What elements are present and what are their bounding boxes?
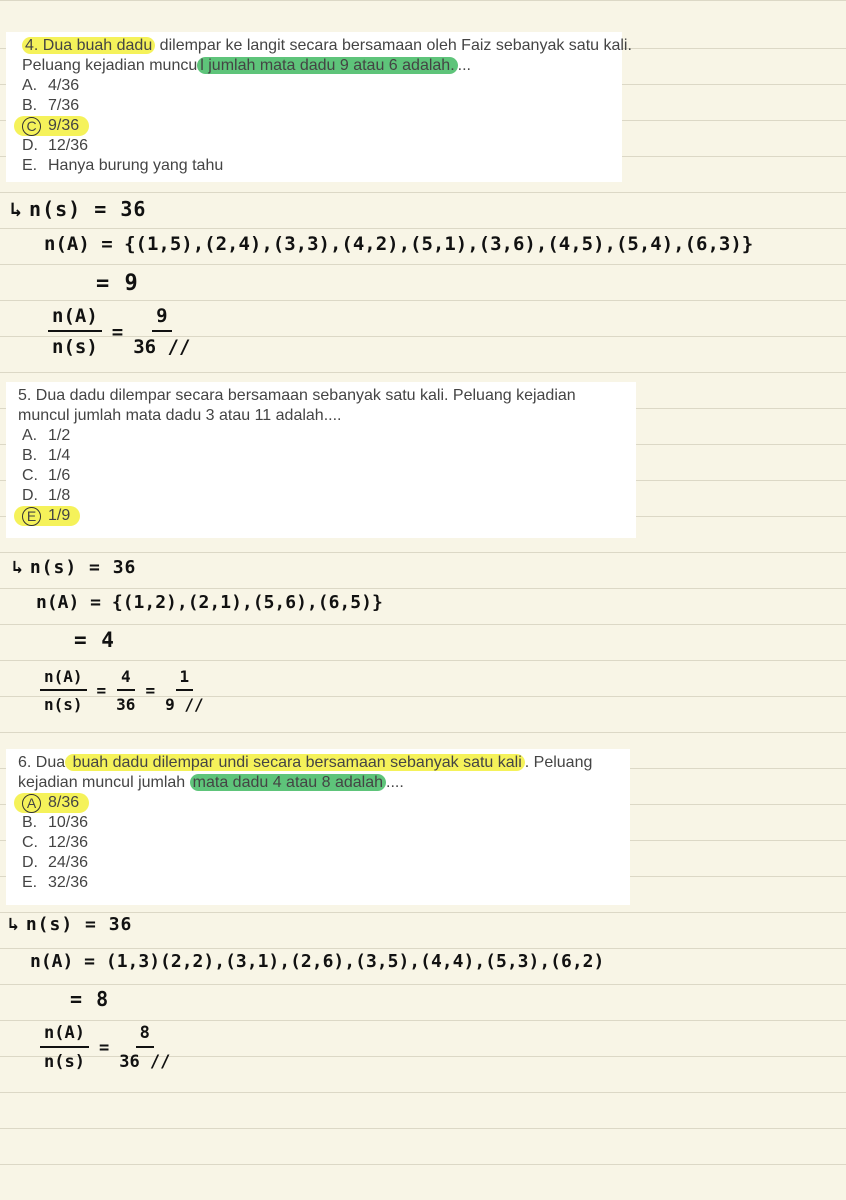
question-6-box — [6, 749, 630, 905]
option-d: D. 1/8 — [22, 487, 71, 504]
work-5-count: = 4 — [74, 628, 115, 652]
option-b: B. 7/36 — [22, 97, 80, 114]
highlight-green: l jumlah mata dadu 9 atau 6 adalah. — [197, 57, 457, 74]
arrow-icon: ↳ — [8, 914, 20, 935]
work-5-sample-space: ↳ n(s) = 36 — [12, 557, 137, 578]
highlight-yellow: buah dadu dilempar undi secara bersamaan sebanyak satu kali — [65, 754, 525, 771]
question-4-line2: Peluang kejadian muncu l jumlah mata dadu 9 atau 6 adalah. ... — [22, 57, 471, 74]
option-e: E. 32/36 — [22, 874, 89, 891]
circled-answer-mark: C — [22, 117, 41, 136]
highlight-green: mata dadu 4 atau 8 adalah — [190, 774, 386, 791]
question-5-line2: muncul jumlah mata dadu 3 atau 11 adalah.... — [18, 407, 342, 424]
work-5-fraction: $\frac{n(A)}{n(s)}$ = $\frac{4}{36}$ = $\frac{1}{9 //}$ — [40, 667, 204, 714]
work-4-count: = 9 — [96, 271, 139, 296]
work-4-sample-space: ↳ n(s) = 36 — [10, 197, 147, 221]
question-4-line1: 4. Dua buah dadu dilempar ke langit secara bersamaan oleh Faiz sebanyak satu kali. — [22, 36, 622, 56]
option-a-selected: A 8/36 — [14, 793, 89, 813]
highlight-yellow: 4. Dua buah dadu — [22, 37, 155, 54]
work-4-fraction: $\frac{n(A)}{n(s)}$ = $\frac{9}{36 //}$ — [48, 305, 190, 358]
work-6-fraction: $\frac{n(A)}{n(s)}$ = $\frac{8}{36 //}$ — [40, 1023, 170, 1072]
circled-answer-mark: E — [22, 507, 41, 526]
question-6-line1: 6. Dua buah dadu dilempar undi secara bersamaan sebanyak satu kali . Peluang — [18, 754, 593, 771]
work-6-event-set: n(A) = (1,3)(2,2),(3,1),(2,6),(3,5),(4,4),(5,3),(6,2) — [30, 951, 605, 972]
option-e: E. Hanya burung yang tahu — [22, 157, 224, 174]
work-6-sample-space: ↳ n(s) = 36 — [8, 914, 133, 935]
option-a: A. 1/2 — [22, 427, 71, 444]
work-6-count: = 8 — [70, 987, 110, 1011]
option-a: A. 4/36 — [22, 77, 80, 94]
option-d: D. 12/36 — [22, 137, 89, 154]
circled-answer-mark: A — [22, 794, 41, 813]
question-5-box — [6, 382, 636, 538]
option-c: C. 12/36 — [22, 834, 89, 851]
option-c-selected: C 9/36 — [14, 116, 89, 136]
question-6-line2: kejadian muncul jumlah mata dadu 4 atau 8 adalah .... — [18, 774, 404, 791]
arrow-icon: ↳ — [12, 557, 24, 578]
arrow-icon: ↳ — [10, 197, 24, 221]
option-e-selected: E 1/9 — [14, 506, 80, 526]
option-d: D. 24/36 — [22, 854, 89, 871]
work-4-event-set: n(A) = {(1,5),(2,4),(3,3),(4,2),(5,1),(3,6),(4,5),(5,4),(6,3)} — [44, 233, 754, 255]
work-5-event-set: n(A) = {(1,2),(2,1),(5,6),(6,5)} — [36, 592, 383, 613]
question-4-box — [6, 32, 632, 182]
option-c: C. 1/6 — [22, 467, 71, 484]
question-5-line1: 5. Dua dadu dilempar secara bersamaan sebanyak satu kali. Peluang kejadian — [18, 387, 576, 404]
option-b: B. 10/36 — [22, 814, 89, 831]
option-b: B. 1/4 — [22, 447, 71, 464]
